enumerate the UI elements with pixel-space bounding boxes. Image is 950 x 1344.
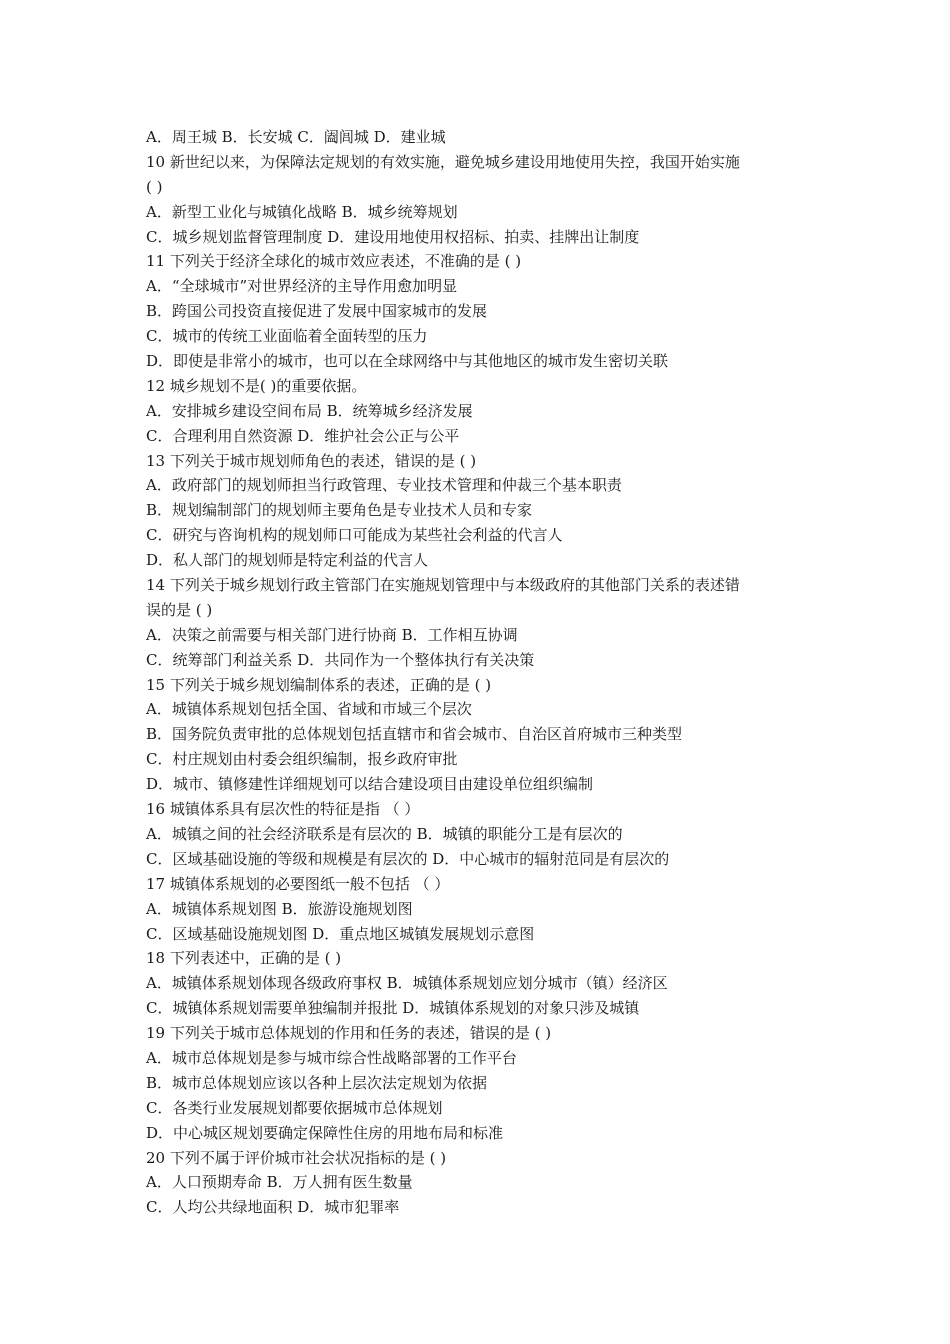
answer-options: A．决策之前需要与相关部门进行协商 B．工作相互协调 <box>146 625 518 644</box>
answer-option-b: B．跨国公司投资直接促进了发展中国家城市的发展 <box>146 302 488 321</box>
question-16-stem: 16 城镇体系具有层次性的特征是指 （ ） <box>146 800 420 819</box>
question-19-stem: 19 下列关于城市总体规划的作用和任务的表述，错误的是 ( ) <box>146 1024 552 1043</box>
answer-options: A．安排城乡建设空间布局 B．统筹城乡经济发展 <box>146 401 473 420</box>
answer-option-b: B．国务院负责审批的总体规划包括直辖市和省会城市、自治区首府城市三种类型 <box>146 725 683 744</box>
answer-option-b: B．城市总体规划应该以各种上层次法定规划为依据 <box>146 1073 488 1092</box>
answer-options: A．人口预期寿命 B．万人拥有医生数量 <box>146 1173 413 1192</box>
answer-option-d: D．城市、镇修建性详细规划可以结合建设项目由建设单位组织编制 <box>146 775 594 794</box>
answer-options: C．区域基础设施规划图 D．重点地区城镇发展规划示意图 <box>146 924 535 943</box>
answer-options: C．统筹部门利益关系 D．共同作为一个整体执行有关决策 <box>146 650 535 669</box>
answer-options: A．周王城 B．长安城 C．阖闾城 D．建业城 <box>146 128 446 146</box>
answer-option-c: C．村庄规划由村委会组织编制，报乡政府审批 <box>146 750 458 769</box>
answer-option-d: D．中心城区规划要确定保障性住房的用地布局和标准 <box>146 1123 504 1142</box>
answer-option-a: A．“全球城市”对世界经济的主导作用愈加明显 <box>146 277 458 296</box>
answer-option-b: B．规划编制部门的规划师主要角色是专业技术人员和专家 <box>146 501 533 520</box>
answer-options: A．新型工业化与城镇化战略 B．城乡统筹规划 <box>146 202 458 221</box>
question-15-stem: 15 下列关于城乡规划编制体系的表述，正确的是 ( ) <box>146 675 492 694</box>
answer-options: A．城镇之间的社会经济联系是有层次的 B．城镇的职能分工是有层次的 <box>146 824 623 843</box>
answer-options: C．人均公共绿地面积 D．城市犯罪率 <box>146 1198 400 1217</box>
question-18-stem: 18 下列表述中，正确的是 ( ) <box>146 949 342 968</box>
document-page <box>146 125 826 1220</box>
question-14-stem: 14 下列关于城乡规划行政主管部门在实施规划管理中与本级政府的其他部门关系的表述错 <box>146 576 740 595</box>
question-13-stem: 13 下列关于城市规划师角色的表述，错误的是 ( ) <box>146 451 477 470</box>
answer-option-a: A．城镇体系规划包括全国、省域和市域三个层次 <box>146 700 472 719</box>
answer-option-a: A．城市总体规划是参与城市综合性战略部署的工作平台 <box>146 1048 517 1067</box>
answer-options: C．城镇体系规划需要单独编制并报批 D．城镇体系规划的对象只涉及城镇 <box>146 999 640 1018</box>
question-11-stem: 11 下列关于经济全球化的城市效应表述，不准确的是 ( ) <box>146 252 522 271</box>
question-12-stem: 12 城乡规划不是( )的重要依据。 <box>146 376 367 395</box>
question-10-stem: 10 新世纪以来，为保障法定规划的有效实施，避免城乡建设用地使用失控，我国开始实施 <box>146 152 740 171</box>
question-17-stem: 17 城镇体系规划的必要图纸一般不包括 （ ） <box>146 874 450 893</box>
answer-option-c: C．城市的传统工业面临着全面转型的压力 <box>146 327 428 346</box>
answer-option-d: D．私人部门的规划师是特定利益的代言人 <box>146 551 429 570</box>
answer-options: C．城乡规划监督管理制度 D．建设用地使用权招标、拍卖、挂牌出让制度 <box>146 227 640 246</box>
answer-option-d: D．即使是非常小的城市，也可以在全球网络中与其他地区的城市发生密切关联 <box>146 352 669 371</box>
answer-options: A．城镇体系规划体现各级政府事权 B．城镇体系规划应划分城市（镇）经济区 <box>146 974 668 993</box>
answer-options: C．区域基础设施的等级和规模是有层次的 D．中心城市的辐射范同是有层次的 <box>146 849 670 868</box>
answer-options: C．合理利用自然资源 D．维护社会公正与公平 <box>146 426 460 445</box>
question-20-stem: 20 下列不属于评价城市社会状况指标的是 ( ) <box>146 1148 447 1167</box>
answer-option-c: C．各类行业发展规划都要依据城市总体规划 <box>146 1098 443 1117</box>
question-14-stem-cont: 误的是 ( ) <box>146 600 213 619</box>
answer-options: A．城镇体系规划图 B．旅游设施规划图 <box>146 899 413 918</box>
answer-option-c: C．研究与咨询机构的规划师口可能成为某些社会利益的代言人 <box>146 526 563 545</box>
question-10-stem-cont: ( ) <box>146 177 163 196</box>
answer-option-a: A．政府部门的规划师担当行政管理、专业技术管理和仲裁三个基本职责 <box>146 476 622 495</box>
